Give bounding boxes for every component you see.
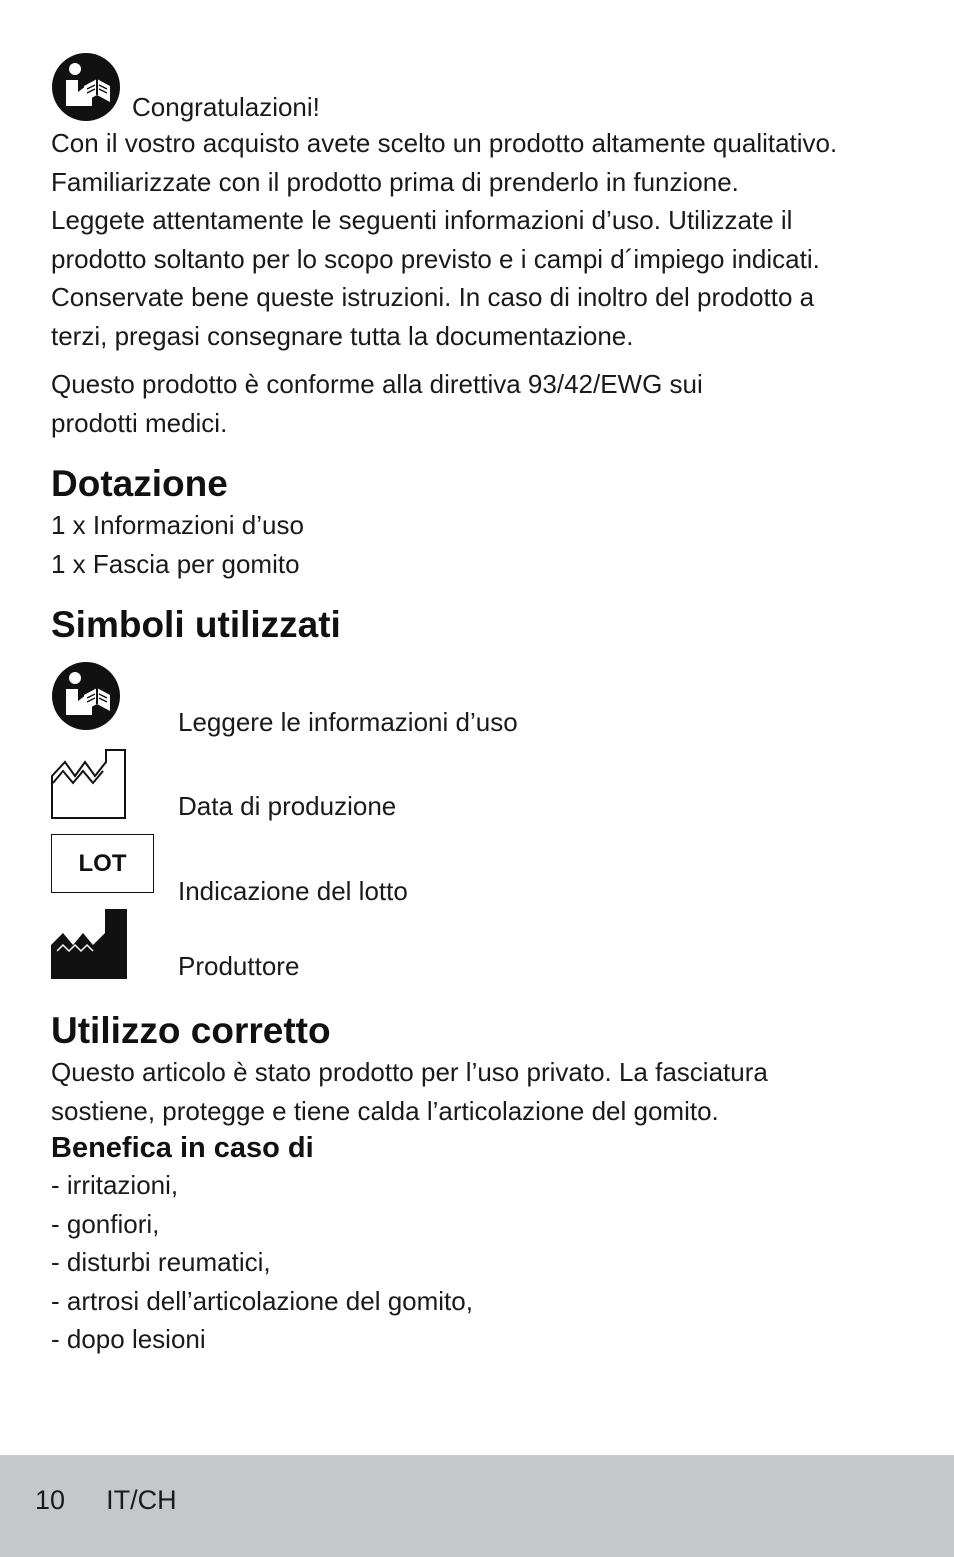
page-number-value: 10 [35,1485,66,1515]
list-item: 1 x Informazioni d’uso [51,510,304,540]
intro-line: terzi, pregasi consegnare tutta la documentazione. [51,320,634,351]
page-number [35,1483,177,1517]
intro-line: Con il vostro acquisto avete scelto un prodotto altamente qualitativo. [51,128,838,158]
conformity-line: prodotti medici. [51,407,228,438]
list-item: 1 x Fascia per gomito [51,548,300,579]
lot-icon: LOT [51,834,154,893]
intro-line: Conservate bene queste istruzioni. In caso di inoltro del prodotto a [51,282,815,312]
list-item: - gonfiori, [51,1208,160,1239]
read-instructions-icon [51,52,121,122]
locale-label: IT/CH [106,1485,177,1515]
dotazione-heading: Dotazione [51,463,228,504]
symbols-list [51,661,911,991]
intro-line: prodotto soltanto per lo scopo previsto e i campi d´impiego indicati. [51,243,820,274]
list-item: - artrosi dell’articolazione del gomito, [51,1285,473,1316]
intro-line: Familiarizzate con il prodotto prima di prenderlo in funzione. [51,166,739,197]
symbol-label: Indicazione del lotto [178,876,408,906]
utilizzo-heading: Utilizzo corretto [51,1010,331,1051]
benefica-list [51,1166,911,1359]
benefica-subheading: Benefica in caso di [51,1132,314,1164]
read-instructions-icon [51,661,121,731]
symbol-label: Leggere le informazioni d’uso [178,707,518,737]
symbol-label: Produttore [178,951,300,981]
page-footer [0,1455,954,1557]
manufacturer-icon [51,909,127,979]
list-item: - disturbi reumatici, [51,1247,271,1277]
utilizzo-line: Questo articolo è stato prodotto per l’uso privato. La fasciatura [51,1057,768,1087]
intro-paragraph [51,124,911,355]
intro-line: Leggete attentamente le seguenti informazioni d’uso. Utilizzate il [51,205,793,235]
utilizzo-paragraph [51,1053,911,1130]
greeting-text: Congratulazioni! [132,92,320,122]
utilizzo-line: sostiene, protegge e tiene calda l’articolazione del gomito. [51,1095,719,1126]
conformity-line: Questo prodotto è conforme alla direttiva 93/42/EWG sui [51,369,703,399]
list-item: - dopo lesioni [51,1324,206,1354]
simboli-heading: Simboli utilizzati [51,604,341,645]
list-item: - irritazioni, [51,1170,179,1200]
dotazione-list [51,506,911,583]
conformity-paragraph [51,365,911,442]
date-of-manufacture-icon [51,749,127,819]
symbol-label: Data di produzione [178,791,397,821]
page-content [51,52,911,1359]
intro-header [51,52,911,124]
